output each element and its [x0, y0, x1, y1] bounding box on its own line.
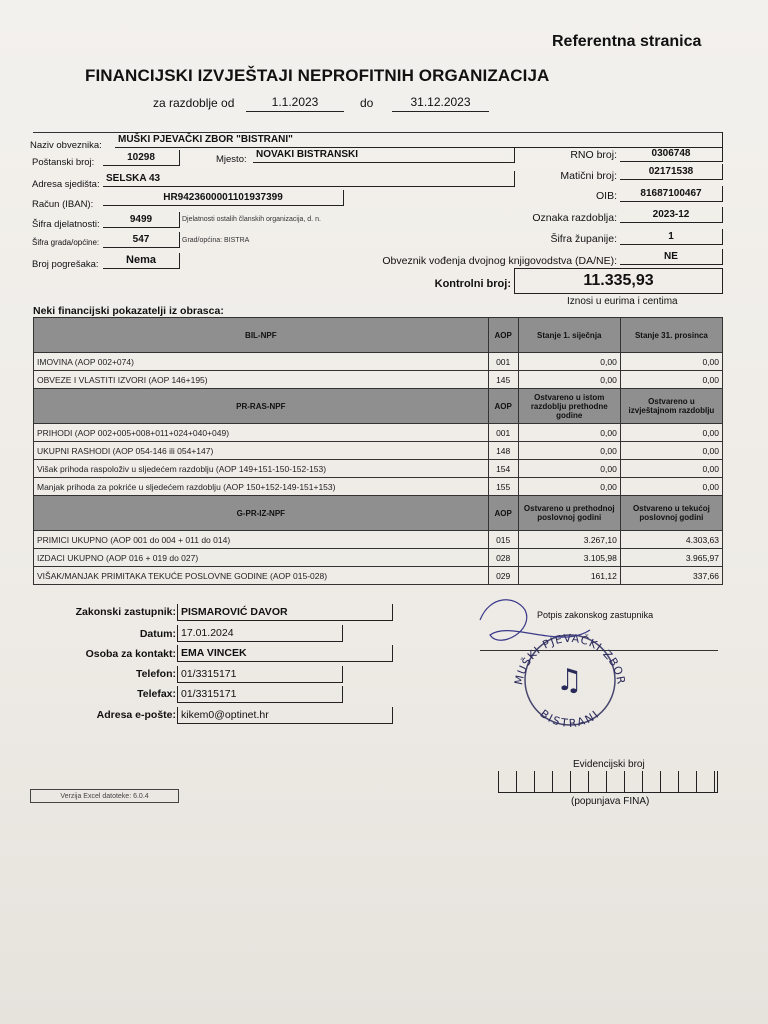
financial-table — [33, 317, 723, 585]
stamp — [470, 590, 650, 730]
row-value-1: 0,00 — [518, 353, 620, 371]
evid-note: (popunjava FINA) — [571, 796, 650, 807]
djelatnost-desc: Djelatnosti ostalih članskih organizacija, d. n. — [182, 216, 321, 223]
table-row — [34, 531, 723, 549]
row-desc: Višak prihoda raspoloživ u sljedećem razdoblju (AOP 149+151-150-152-153) — [34, 460, 489, 478]
currency-note: Iznosi u eurima i centima — [567, 296, 678, 307]
osoba-label: Osoba za kontakt: — [85, 648, 176, 660]
zupanija-label: Šifra županije: — [550, 233, 617, 245]
table-row — [34, 567, 723, 585]
oznaka-field: 2023-12 — [620, 207, 723, 223]
row-aop: 015 — [488, 531, 518, 549]
email-label: Adresa e-pošte: — [96, 709, 176, 721]
telefon-label: Telefon: — [135, 668, 176, 680]
kontrolni-field: 11.335,93 — [514, 268, 723, 294]
bil-header-aop: AOP — [488, 318, 518, 353]
oib-field: 81687100467 — [620, 186, 723, 202]
period-to: 31.12.2023 — [392, 95, 489, 112]
row-aop: 154 — [488, 460, 518, 478]
racun-field: HR9423600001101937399 — [103, 190, 344, 206]
gpr-header-col2: Ostvareno u tekućoj poslovnoj godini — [620, 496, 722, 531]
naziv-label: Naziv obveznika: — [30, 140, 102, 151]
naziv-field: MUŠKI PJEVAČKI ZBOR "BISTRANI" — [115, 132, 723, 148]
period-from: 1.1.2023 — [246, 95, 344, 112]
table-row — [34, 371, 723, 389]
telefax-label: Telefax: — [137, 688, 176, 700]
table-row — [34, 353, 723, 371]
gpr-header-title: G-PR-IZ-NPF — [34, 496, 489, 531]
kontrolni-label: Kontrolni broj: — [434, 278, 511, 290]
row-value-2: 3.965,97 — [620, 549, 722, 567]
row-desc: OBVEZE I VLASTITI IZVORI (AOP 146+195) — [34, 371, 489, 389]
period-label: za razdoblje od — [153, 96, 235, 110]
pr-header-col1: Ostvareno u istom razdoblju prethodne godine — [518, 389, 620, 424]
maticni-field: 02171538 — [620, 164, 723, 180]
telefon-field: 01/3315171 — [177, 666, 343, 683]
oib-label: OIB: — [595, 190, 617, 202]
pr-header-col2: Ostvareno u izvještajnom razdoblju — [620, 389, 722, 424]
row-aop: 028 — [488, 549, 518, 567]
zastupnik-field: PISMAROVIĆ DAVOR — [177, 604, 393, 621]
maticni-label: Matični broj: — [560, 170, 617, 182]
row-value-2: 0,00 — [620, 424, 722, 442]
table-row — [34, 442, 723, 460]
gpr-header-row — [34, 496, 723, 531]
pogreska-field: Nema — [103, 253, 180, 269]
row-desc: Manjak prihoda za pokriće u sljedećem razdoblju (AOP 150+152-149-151+153) — [34, 478, 489, 496]
table-row — [34, 424, 723, 442]
stamp-text-bottom: BISTRANI — [537, 707, 603, 730]
row-value-1: 161,12 — [518, 567, 620, 585]
row-desc: IZDACI UKUPNO (AOP 016 + 019 do 027) — [34, 549, 489, 567]
evid-label: Evidencijski broj — [573, 759, 645, 770]
grad-label: Šifra grada/općine: — [32, 238, 100, 247]
datum-field: 17.01.2024 — [177, 625, 343, 642]
pogreska-label: Broj pogrešaka: — [32, 259, 99, 270]
row-value-1: 0,00 — [518, 371, 620, 389]
postanski-field: 10298 — [103, 150, 180, 166]
bil-header-col2: Stanje 31. prosinca — [620, 318, 722, 353]
music-note-icon: ♫ — [556, 663, 583, 698]
rno-field: 0306748 — [620, 146, 723, 162]
row-desc: UKUPNI RASHODI (AOP 054-146 ili 054+147) — [34, 442, 489, 460]
adresa-label: Adresa sjedišta: — [32, 179, 100, 190]
mjesto-label: Mjesto: — [216, 154, 247, 165]
row-desc: IMOVINA (AOP 002+074) — [34, 353, 489, 371]
grad-field: 547 — [103, 232, 180, 248]
report-title: FINANCIJSKI IZVJEŠTAJI NEPROFITNIH ORGANIZACIJA — [85, 66, 550, 85]
row-desc: VIŠAK/MANJAK PRIMITAKA TEKUĆE POSLOVNE GODINE (AOP 015-028) — [34, 567, 489, 585]
bil-header-title: BIL-NPF — [34, 318, 489, 353]
row-value-2: 0,00 — [620, 353, 722, 371]
racun-label: Račun (IBAN): — [32, 199, 94, 210]
row-value-2: 0,00 — [620, 442, 722, 460]
pr-header-title: PR-RAS-NPF — [34, 389, 489, 424]
row-value-2: 337,66 — [620, 567, 722, 585]
grad-desc: Grad/općina: BISTRA — [182, 237, 250, 244]
row-desc: PRIMICI UKUPNO (AOP 001 do 004 + 011 do 014) — [34, 531, 489, 549]
osoba-field: EMA VINCEK — [177, 645, 393, 662]
row-value-1: 0,00 — [518, 478, 620, 496]
gpr-header-aop: AOP — [488, 496, 518, 531]
row-desc: PRIHODI (AOP 002+005+008+011+024+040+049) — [34, 424, 489, 442]
row-aop: 001 — [488, 424, 518, 442]
telefax-field: 01/3315171 — [177, 686, 343, 703]
row-aop: 145 — [488, 371, 518, 389]
row-value-2: 4.303,63 — [620, 531, 722, 549]
table-section-title: Neki financijski pokazatelji iz obrasca: — [33, 305, 224, 317]
row-value-1: 0,00 — [518, 424, 620, 442]
datum-label: Datum: — [139, 628, 176, 640]
table-row — [34, 549, 723, 567]
pr-header-row — [34, 389, 723, 424]
signature-label: Potpis zakonskog zastupnika — [537, 610, 654, 620]
adresa-field: SELSKA 43 — [103, 171, 515, 187]
djelatnost-field: 9499 — [103, 212, 180, 228]
table-row — [34, 478, 723, 496]
row-value-1: 3.105,98 — [518, 549, 620, 567]
bil-header-row — [34, 318, 723, 353]
row-value-2: 0,00 — [620, 371, 722, 389]
email-field: kikem0@optinet.hr — [177, 707, 393, 724]
gpr-header-col1: Ostvareno u prethodnoj poslovnoj godini — [518, 496, 620, 531]
djelatnost-label: Šifra djelatnosti: — [32, 219, 100, 230]
row-aop: 155 — [488, 478, 518, 496]
rno-label: RNO broj: — [570, 149, 617, 161]
row-aop: 001 — [488, 353, 518, 371]
stamp-text-top: MUŠKI PJEVAČKI ZBOR — [512, 631, 628, 687]
bil-header-col1: Stanje 1. siječnja — [518, 318, 620, 353]
row-aop: 148 — [488, 442, 518, 460]
pr-header-aop: AOP — [488, 389, 518, 424]
dvojno-label: Obveznik vođenja dvojnog knjigovodstva (DA/NE): — [382, 255, 617, 267]
mjesto-field: NOVAKI BISTRANSKI — [253, 147, 515, 163]
row-value-1: 0,00 — [518, 442, 620, 460]
postanski-label: Poštanski broj: — [32, 157, 95, 168]
zupanija-field: 1 — [620, 229, 723, 245]
dvojno-field: NE — [620, 249, 723, 265]
row-aop: 029 — [488, 567, 518, 585]
oznaka-label: Oznaka razdoblja: — [532, 212, 617, 224]
row-value-2: 0,00 — [620, 460, 722, 478]
version-box: Verzija Excel datoteke: 6.0.4 — [30, 789, 179, 803]
row-value-2: 0,00 — [620, 478, 722, 496]
evid-boxes — [498, 771, 718, 793]
row-value-1: 0,00 — [518, 460, 620, 478]
zastupnik-label: Zakonski zastupnik: — [75, 606, 176, 618]
table-row — [34, 460, 723, 478]
reference-page-label: Referentna stranica — [552, 33, 702, 50]
period-to-label: do — [360, 96, 374, 110]
row-value-1: 3.267,10 — [518, 531, 620, 549]
